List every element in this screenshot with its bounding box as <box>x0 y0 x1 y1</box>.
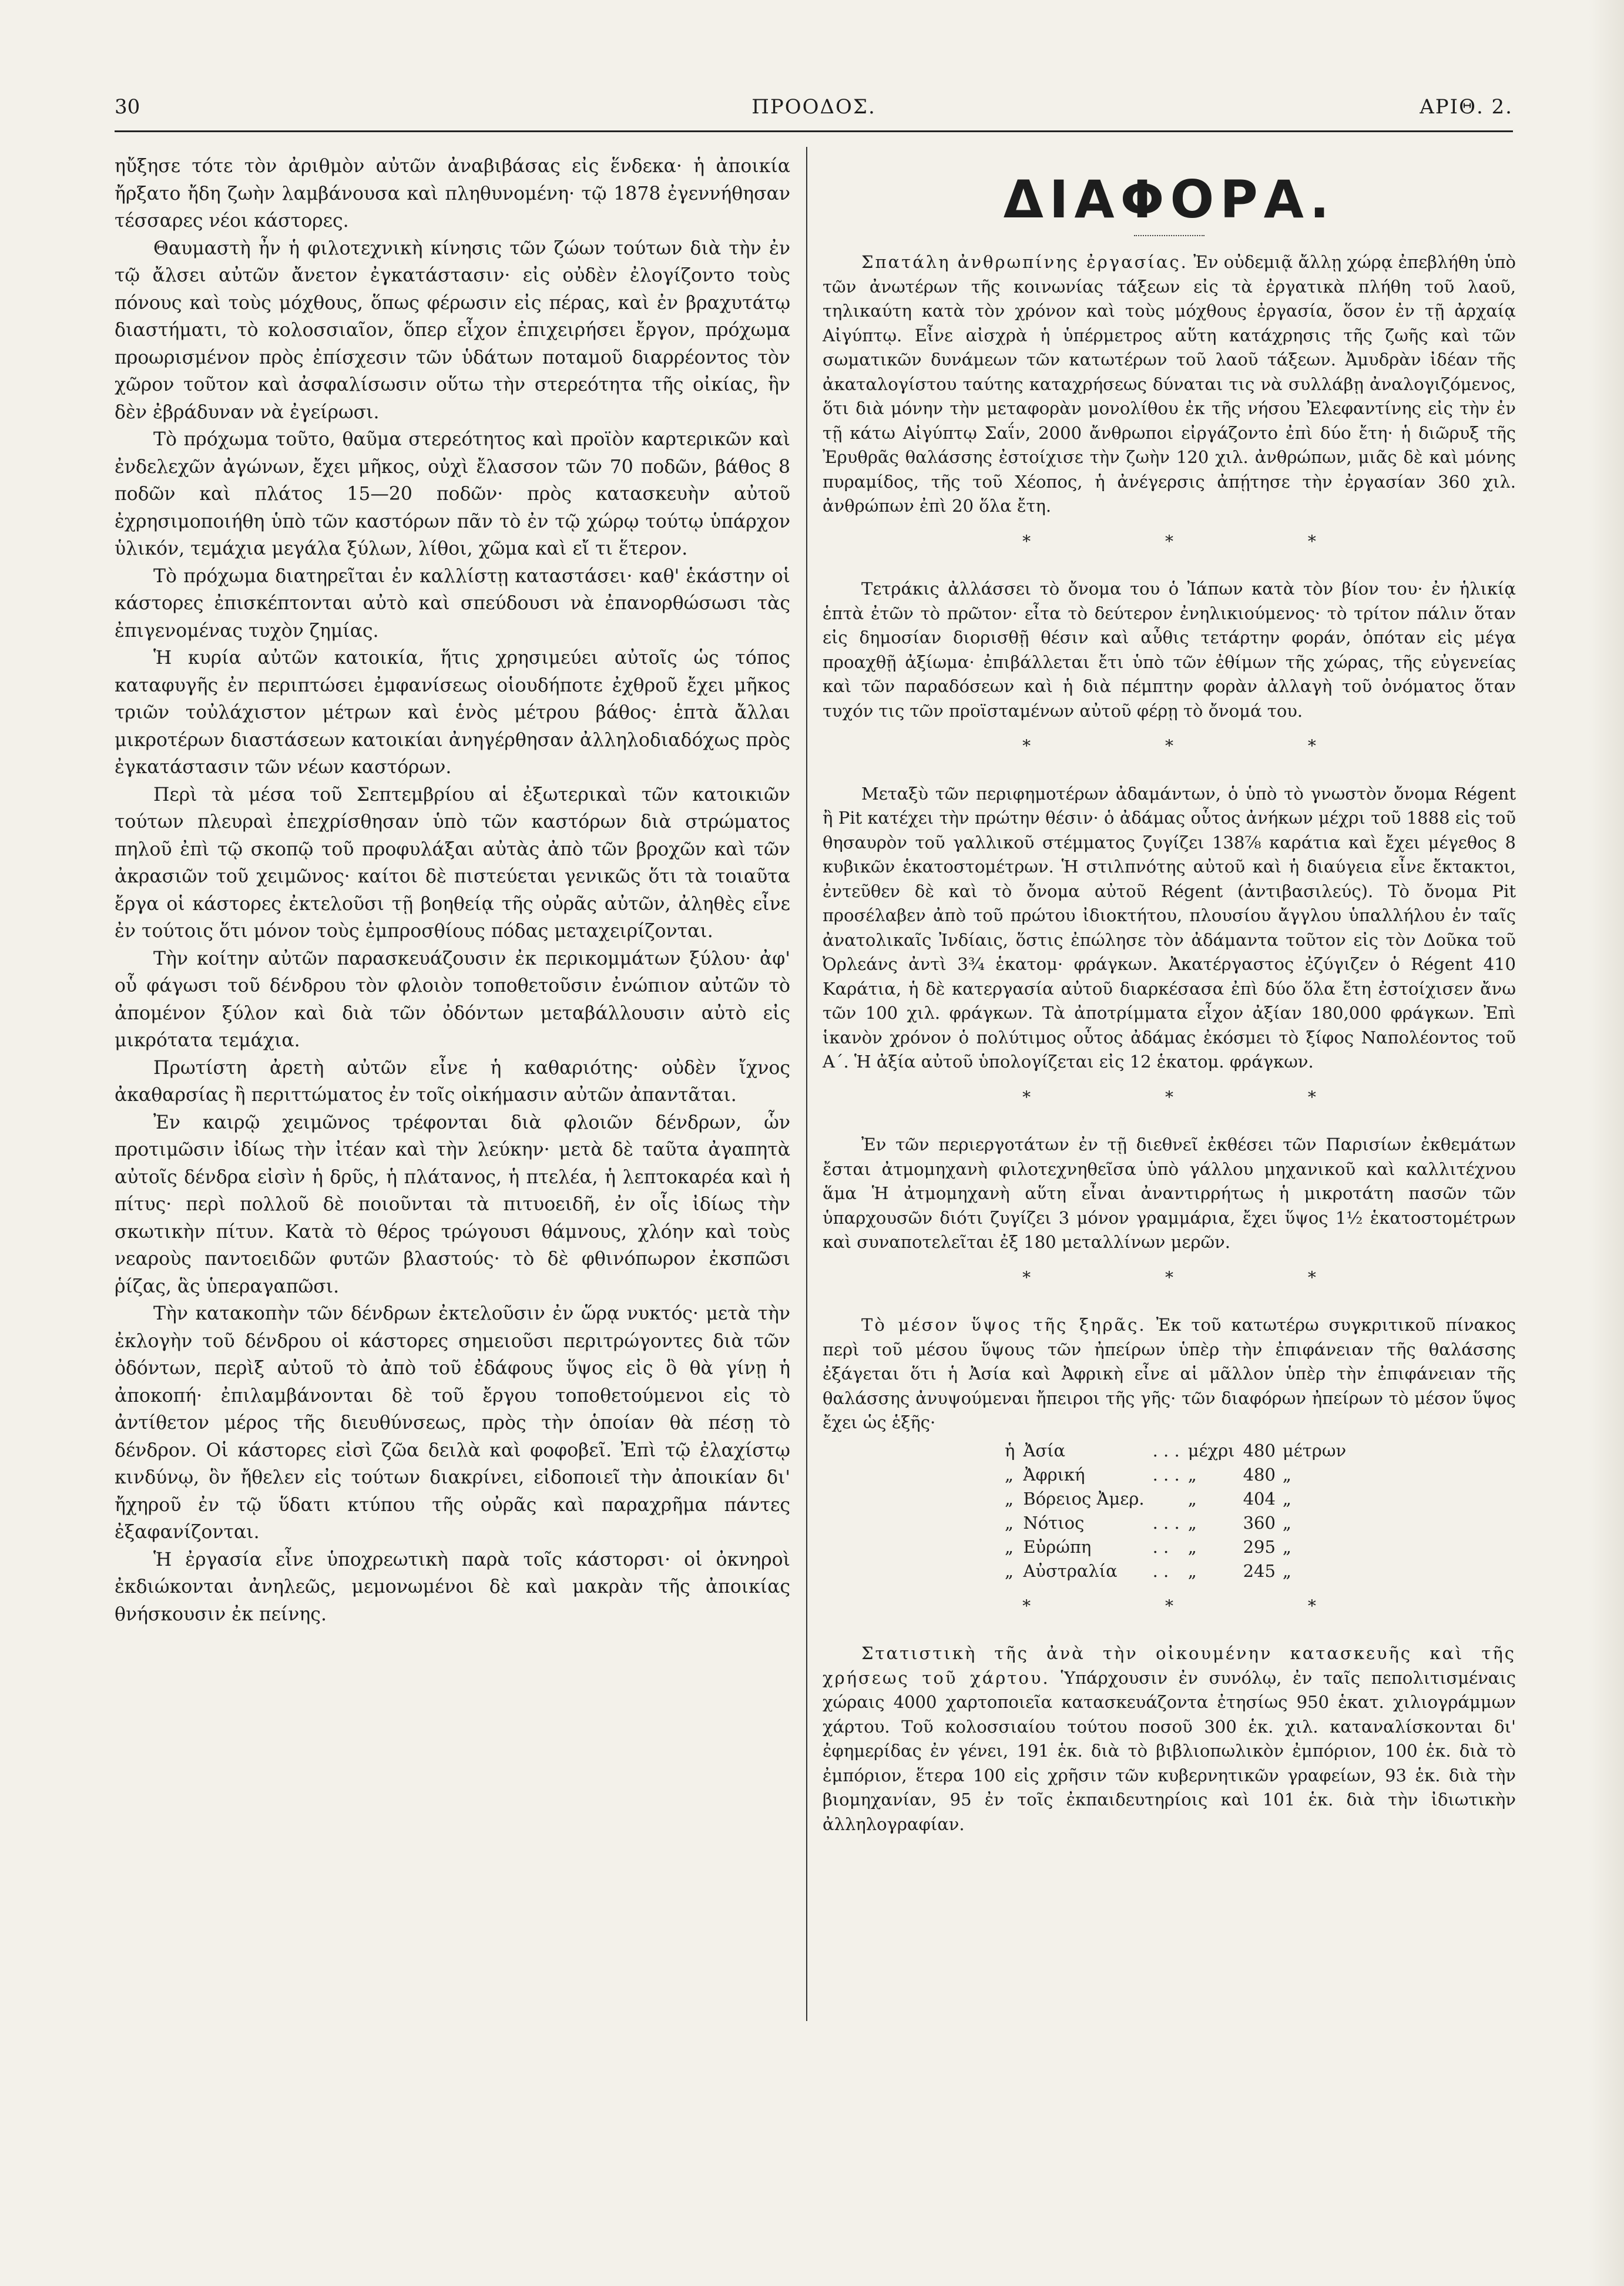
unit-lead: „ <box>1187 1560 1197 1581</box>
continent-name: Ἀσία <box>1023 1440 1066 1461</box>
height-value: 245 <box>1243 1560 1276 1581</box>
paragraph: ηὔξησε τότε τὸν ἀριθμὸν αὐτῶν ἀναβιβάσας εἰς ἕνδεκα· ἡ ἀποικία ἤρξατο ἤδη ζωὴν λαμβάνουσα καὶ πληθυνομένη· τῷ 1878 ἐγεννήθησαν τέσσαρες νέοι κάστορες. <box>115 156 790 231</box>
page-number: 30 <box>115 95 140 119</box>
issue-number: ΑΡΙΘ. 2. <box>1420 95 1513 119</box>
height-unit: „ <box>1282 1536 1291 1557</box>
separator-stars: * * * <box>1022 531 1381 551</box>
page-binding-edge <box>1589 0 1624 2286</box>
height-unit: „ <box>1282 1488 1291 1509</box>
table-row <box>1005 1439 1354 1463</box>
article-paper-statistics <box>823 1642 1516 1837</box>
height-value: 404 <box>1243 1488 1276 1509</box>
article-miniature-engine: Ἐν τῶν περιεργοτάτων ἐν τῇ διεθνεῖ ἐκθέσει τῶν Παρισίων ἐκθεμάτων ἔσται ἀτμομηχανὴ φιλοτεχνηθεῖσα ὑπὸ γάλλου μηχανικοῦ καὶ καλλιτέχνου ἅμα Ἡ ἀτμομηχανὴ αὕτη εἶναι ἀναντιρρήτως ἡ μικροτάτη πασῶν τῶν ὑπαρχουσῶν διότι ζυγίζει 3 μόνον γραμμάρια, ἔχει ὕψος 1½ ἑκατοστομέτρων καὶ συναποτελεῖται ἐξ 180 μεταλλίνων μερῶν. <box>823 1134 1516 1252</box>
height-unit: μέτρων <box>1282 1440 1347 1461</box>
row-prefix: „ <box>1005 1488 1014 1509</box>
unit-lead: „ <box>1187 1536 1197 1557</box>
table-row <box>1005 1463 1354 1487</box>
row-dots: . . . <box>1152 1512 1180 1533</box>
left-column <box>115 153 790 1628</box>
height-value: 360 <box>1243 1512 1276 1533</box>
section-heading: ΔΙΑΦΟΡΑ. <box>1003 169 1336 230</box>
height-unit: „ <box>1282 1560 1291 1581</box>
height-value: 480 <box>1243 1464 1276 1485</box>
continent-name: Νότιος <box>1023 1512 1085 1533</box>
unit-lead: „ <box>1187 1464 1197 1485</box>
article-lead: Τὸ μέσον ὕψος τῆς ξηρᾶς. <box>861 1315 1146 1335</box>
row-prefix: „ <box>1005 1464 1014 1485</box>
article-lead: Σπατάλη ἀνθρωπίνης ἐργασίας. <box>861 252 1188 272</box>
separator-stars: * * * <box>1022 1596 1381 1616</box>
table-row <box>1005 1535 1354 1559</box>
separator-stars: * * * <box>1022 736 1381 756</box>
height-value: 295 <box>1243 1536 1276 1557</box>
right-column <box>823 153 1516 1837</box>
paragraph: Τὴν κατακοπὴν τῶν δένδρων ἐκτελοῦσιν ἐν ὥρᾳ νυκτός· μετὰ τὴν ἐκλογὴν τοῦ δένδρου οἱ κάστορες σημειοῦσι περιτρώγοντες διὰ τῶν ὀδόντων, περὶξ αὐτοῦ τὸ ἀπὸ τοῦ ἐδάφους ὕψος εἰς ὃ θὰ γίνῃ ἡ ἀποκοπή· ἐπιλαμβάνονται δὲ τοῦ ἔργου τοποθετούμενοι εἰς τὸ ἀντίθετον μέρος τῆς διευθύνσεως, πρὸς τὴν ὁποίαν θὰ πέσῃ τὸ δένδρον. Οἱ κάστορες εἰσὶ ζῶα δειλὰ καὶ φοφοβεῖ. Ἐπὶ τῷ ἐλαχίστῳ κινδύνῳ, ὃν ἤθελεν εἰς τούτων διακρίνει, εἰδοποιεῖ τὴν ἀποικίαν δι' ἤχηροῦ ἐν τῷ ὕδατι κτύπου τῆς οὐρᾶς καὶ παραχρῆμα πάντες ἐξαφανίζονται. <box>115 1303 790 1543</box>
separator-stars: * * * <box>1022 1087 1381 1107</box>
continent-name: Εὐρώπη <box>1023 1536 1092 1557</box>
page-header <box>115 95 1513 130</box>
article-text: Ὑπάρχουσιν ἐν συνόλῳ, ἐν ταῖς πεπολιτισμέναις χώραις 4000 χαρτοποιεῖα κατασκευάζοντα ἐτησίως 950 ἑκατ. χιλιογράμμων χάρτου. Τοῦ κολοσσιαίου τούτου ποσοῦ 300 ἑκ. χιλ. καταναλίσκονται δι' ἐφημερίδας ἐν γένει, 191 ἑκ. διὰ τὸ βιβλιοπωλικὸν ἐμπόριον, 100 ἑκ. διὰ τὸ ἐμπόριον, ἕτερα 100 εἰς χρῆσιν τῶν κυβερνητικῶν γραφείων, 93 ἑκ. διὰ τὴν βιομηχανίαν, 95 ἐν τοῖς ἐκπαιδευτηρίοις καὶ 101 ἑκ. διὰ τὴν ἰδιωτικὴν ἀλληλογραφίαν. <box>823 1667 1516 1834</box>
header-rule <box>115 130 1513 132</box>
table-row <box>1005 1511 1354 1535</box>
row-dots: . . <box>1152 1560 1169 1581</box>
row-dots: . . . <box>1152 1464 1180 1485</box>
row-dots: . . . <box>1152 1440 1180 1461</box>
height-value: 480 <box>1243 1440 1276 1461</box>
paragraph: Τὸ πρόχωμα τοῦτο, θαῦμα στερεότητος καὶ προϊὸν καρτερικῶν καὶ ἐνδελεχῶν ἀγώνων, ἔχει μῆκος, οὐχὶ ἔλασσον τῶν 70 ποδῶν, βάθος 8 ποδῶν καὶ πλάτος 15—20 ποδῶν· πρὸς κατασκευὴν αὐτοῦ ἐχρησιμοποιήθη ὑπὸ τῶν καστόρων πᾶν τὸ ἐν τῷ χώρῳ τούτῳ ὑπάρχον ὑλικόν, τεμάχια μεγάλα ξύλων, λίθοι, χῶμα καὶ εἴ τι ἕτερον. <box>115 429 790 559</box>
heading-dotted-rule <box>1134 235 1204 236</box>
row-prefix: „ <box>1005 1536 1014 1557</box>
unit-lead: „ <box>1187 1488 1197 1509</box>
article-japanese-names: Τετράκις ἀλλάσσει τὸ ὄνομα του ὁ Ἰάπων κατὰ τὸν βίον του· ἐν ἡλικίᾳ ἑπτὰ ἐτῶν τὸ πρῶτον· εἶτα τὸ δεύτερον ἐνηλικιούμενος· τὸ τρίτον πάλιν ὅταν εἰς δημοσίαν διορισθῇ θέσιν καὶ αὖθις τετάρτην φοράν, ὁπόταν εἰς μέγα προαχθῇ ἀξίωμα· ἐπιβάλλεται ἔτι ὑπὸ τῶν ἐθίμων τῆς χώρας, τῆς εὐγενείας καὶ τῶν παραδόσεων καὶ ἡ διὰ πέμπτην φορὰν ἀλλαγὴ τοῦ ὀνόματος ὅταν τυχόν τις τῶν προϊσταμένων αὐτοῦ φέρῃ τὸ ὄνομά του. <box>823 579 1516 721</box>
column-divider <box>806 147 807 2021</box>
table-row <box>1005 1487 1354 1511</box>
paragraph: Ἐν καιρῷ χειμῶνος τρέφονται διὰ φλοιῶν δένδρων, ὧν προτιμῶσιν ἰδίως τὴν ἰτέαν καὶ τὴν λεύκην· μετὰ δὲ ταῦτα ἀγαπητὰ αὐτοῖς δένδρα εἰσὶν ἡ δρῦς, ἡ πλάτανος, ἡ πτελέα, ἡ λεπτοκαρέα καὶ ἡ πίτυς· περὶ πολλοῦ δὲ ποιοῦνται τὰ πιτυοειδῆ, ἐν οἷς ἰδίως τὴν σκωτικὴν πίτυν. Κατὰ τὸ θέρος τρώγουσι θάμνους, χλόην καὶ τοὺς νεαροὺς παντοειδῶν φυτῶν βλαστούς· τὸ δὲ φθινόπωρον ἐκσπῶσι ῥίζας, ἃς ὑπεραγαπῶσι. <box>115 1112 790 1297</box>
article-regent-diamond: Μεταξὺ τῶν περιφημοτέρων ἀδαμάντων, ὁ ὑπὸ τὸ γνωστὸν ὄνομα Régent ἢ Pit κατέχει τὴν πρώτην θέσιν· ὁ ἀδάμας οὗτος ἀνήκων μέχρι τοῦ 1888 εἰς τοῦ θησαυρὸν τοῦ γαλλικοῦ στέμματος ζυγίζει 138⅞ καράτια καὶ ἔχει μέγεθος 8 κυβικῶν ἑκατοστομέτρων. Ἡ στιλπνότης αὐτοῦ καὶ ἡ διαύγεια εἶνε ἔκτακτοι, ἐντεῦθεν δὲ καὶ τὸ ὄνομα αὐτοῦ Régent (ἀντιβασιλεύς). Τὸ ὄνομα Pit προσέλαβεν ἀπὸ τοῦ πρώτου ἰδιοκτήτου, πλουσίου ἄγγλου ὑπαλλήλου ἐν ταῖς ἀνατολικαῖς Ἰνδίαις, ὅστις ἐπώλησε τὸν ἀδάμαντα τοῦτον εἰς τὸν Δοῦκα τοῦ Ὀρλεάνς ἀντὶ 3¾ ἑκατομ· φράγκων. Ἀκατέργαστος ἐζύγιζεν ὁ Régent 410 Καράτια, ἡ δὲ κατεργασία αὐτοῦ διαρκέσασα ἐπὶ δύο ὅλα ἔτη ἐστοίχισεν ἄνω τῶν 100 χιλ. φράγκων. Τὰ ἀποτρίμματα εἶχον ἀξίαν 180,000 φράγκων. Ἐπὶ ἱκανὸν χρόνον ὁ πολύτιμος οὗτος ἀδάμας ἐκόσμει τὸ ξίφος Ναπολέοντος τοῦ Α΄. Ἡ ἀξία αὐτοῦ ὑπολογίζεται εἰς 12 ἑκατομ. φράγκων. <box>823 783 1516 1072</box>
article-lead: Στατιστικὴ τῆς ἀνὰ τὴν οἰκουμένην κατασκευῆς καὶ τῆς χρήσεως τοῦ χάρτου. <box>823 1643 1516 1688</box>
article-text: Ἐν οὐδεμιᾷ ἄλλῃ χώρᾳ ἐπεβλήθη ὑπὸ τῶν ἀνωτέρων τῆς κοινωνίας τάξεων εἰς τὰ ἐργατικὰ πλήθη τοῦ λαοῦ, τηλικαύτη κατὰ τὸν χρόνον καὶ τοὺς μόχθους ἐργασία, ὅσον ἐν τῇ ἀρχαίᾳ Αἰγύπτῳ. Εἶνε αἰσχρὰ ἡ ὑπέρμετρος αὕτη κατάχρησις τῆς ζωῆς καὶ τῶν σωματικῶν δυνάμεων τῶν κατωτέρων τοῦ λαοῦ τάξεων. Ἀμυδρὰν ἰδέαν τῆς ἀκαταλογίστου ταύτης καταχρήσεως δύναται τις νὰ συλλάβῃ ἀναλογιζόμενος, ὅτι διὰ μόνην τὴν μεταφορὰν μονολίθου ἐκ τῆς νήσου Ἐλεφαντίνης εἰς τὴν ἐν τῇ κάτω Αἰγύπτῳ Σαΐν, 2000 ἄνθρωποι εἰργάζοντο ἐπὶ δύο ἔτη· ἡ διῶρυξ τῆς Ἐρυθρᾶς θαλάσσης ἐστοίχισε τὴν ζωὴν 120 χιλ. ἀνθρώπων, μιᾶς δὲ καὶ μόνης πυραμίδος, τῆς τοῦ Χέοπος, ἡ ἀνέγερσις ἀπῄτησε τὴν ἐργασίαν 360 χιλ. ἀνθρώπων ἐπὶ 20 ὅλα ἔτη. <box>823 252 1516 516</box>
table-row <box>1005 1559 1354 1583</box>
article-text: Ἐκ τοῦ κατωτέρω συγκριτικοῦ πίνακος περὶ τοῦ μέσου ὕψους τῶν ἠπείρων ὑπὲρ τὴν ἐπιφάνειαν τῆς θαλάσσης ἐξάγεται ὅτι ἡ Ἀσία καὶ Ἀφρικὴ εἶνε αἱ μᾶλλον ὑπὲρ τὴν ἐπιφάνειαν τῆς θαλάσσης ἀνυψούμεναι ἤπειροι τῆς γῆς· τῶν διαφόρων ἠπείρων τὸ μέσον ὕψος ἔχει ὡς ἑξῆς· <box>823 1315 1516 1432</box>
paragraph: Ἡ ἐργασία εἶνε ὑποχρεωτικὴ παρὰ τοῖς κάστορσι· οἱ ὀκνηροὶ ἐκδιώκονται ἀνηλεῶς, μεμονωμένοι δὲ καὶ μακρὰν τῆς ἀποικίας θνήσκουσιν ἐκ πείνης. <box>115 1549 790 1625</box>
row-dots <box>1153 1487 1188 1511</box>
continent-name: Αὐστραλία <box>1023 1560 1118 1581</box>
continent-name: Βόρειος Ἀμερ. <box>1023 1488 1145 1509</box>
journal-title: ΠΡΟΟΔΟΣ. <box>751 95 876 119</box>
paragraph: Τὴν κοίτην αὐτῶν παρασκευάζουσιν ἐκ περικομμάτων ξύλου· ἀφ' οὗ φάγωσι τοῦ δένδρου τὸν φλοιὸν τοποθετοῦσιν ἐνώπιον αὐτῶν τὸ ἀπομένον ξύλον καὶ διὰ τῶν ὀδόντων μεταβάλλουσιν αὐτὸ εἰς μικρότατα τεμάχια. <box>115 948 790 1051</box>
row-dots: . . <box>1152 1536 1169 1557</box>
separator-stars: * * * <box>1022 1267 1381 1287</box>
row-prefix: ἡ <box>1005 1440 1015 1461</box>
paragraph: Θαυμαστὴ ἦν ἡ φιλοτεχνικὴ κίνησις τῶν ζώων τούτων διὰ τὴν ἐν τῷ ἄλσει αὐτῶν ἄνετον ἐγκατάστασιν· εἰς οὐδὲν ἐλογίζοντο τοὺς πόνους καὶ τοὺς μόχθους, ὅπως φέρωσιν εἰς πέρας, καὶ ἐν βραχυτάτῳ διαστήματι, τὸ κολοσσιαῖον, ὅπερ εἶχον ἐπιχειρήσει ἔργον, πρόχωμα προωρισμένον πρὸς ἐπίσχεσιν τῶν ὑδάτων ποταμοῦ διαρρέοντος τὸν χῶρον τοῦτον καὶ ἀσφαλίσωσιν οὕτω τὴν στερεότητα τῆς οἰκίας, ἣν δὲν ἐβράδυναν νὰ ἐγείρωσι. <box>115 237 790 423</box>
article-continent-heights <box>823 1313 1516 1435</box>
continent-name: Ἀφρική <box>1023 1464 1085 1485</box>
paragraph: Τὸ πρόχωμα διατηρεῖται ἐν καλλίστῃ καταστάσει· καθ' ἑκάστην οἱ κάστορες ἐπισκέπτονται αὐτὸ καὶ σπεύδουσι νὰ ἐπανορθώσωσι τὰς ἐπιγενομένας τυχὸν ζημίας. <box>115 565 790 642</box>
paragraph: Ἡ κυρία αὐτῶν κατοικία, ἥτις χρησιμεύει αὐτοῖς ὡς τόπος καταφυγῆς ἐν περιπτώσει ἐμφανίσεως οἱουδήποτε ἐχθροῦ ἔχει μῆκος τριῶν τοὐλάχιστον μέτρων καὶ ἑνὸς μέτρου βάθος· ἑπτὰ ἄλλαι μικροτέρων διαστάσεων κατοικίαι ἀνηγέρθησαν ἀλληλοδιαδόχως πρὸς ἐγκατάστασιν τῶν νέων καστόρων. <box>115 647 790 778</box>
unit-lead: „ <box>1187 1512 1197 1533</box>
article-wasted-labor <box>823 250 1516 519</box>
unit-lead: μέχρι <box>1187 1440 1235 1461</box>
row-prefix: „ <box>1005 1560 1014 1581</box>
paragraph: Πρωτίστη ἀρετὴ αὐτῶν εἶνε ἡ καθαριότης· οὐδὲν ἴχνος ἀκαθαρσίας ἢ περιττώματος ἐν τοῖς οἰκήμασιν αὐτῶν ἀπαντᾶται. <box>115 1057 790 1106</box>
continent-heights-table <box>1005 1439 1354 1583</box>
paragraph: Περὶ τὰ μέσα τοῦ Σεπτεμβρίου αἱ ἐξωτερικαὶ τῶν κατοικιῶν τούτων πλευραὶ ἐπεχρίσθησαν ὑπὸ τῶν καστόρων διὰ στρώματος πηλοῦ ἐπὶ τῷ σκοπῷ τοῦ προφυλάξαι αὐτὰς ἀπὸ τῶν βροχῶν καὶ τῶν ἀκρασιῶν τοῦ χειμῶνος· καίτοι δὲ πιστεύεται γενικῶς ὅτι τὰ τοιαῦτα ἔργα οἱ κάστορες ἐκτελοῦσι τῇ βοηθείᾳ τῆς οὐρᾶς αὐτῶν, ἀληθὲς εἶνε ἐν τούτοις ὅτι μόνον τοὺς ἐμπροσθίους πόδας μεταχειρίζονται. <box>115 784 790 942</box>
height-unit: „ <box>1282 1464 1291 1485</box>
row-prefix: „ <box>1005 1512 1014 1533</box>
height-unit: „ <box>1282 1512 1291 1533</box>
